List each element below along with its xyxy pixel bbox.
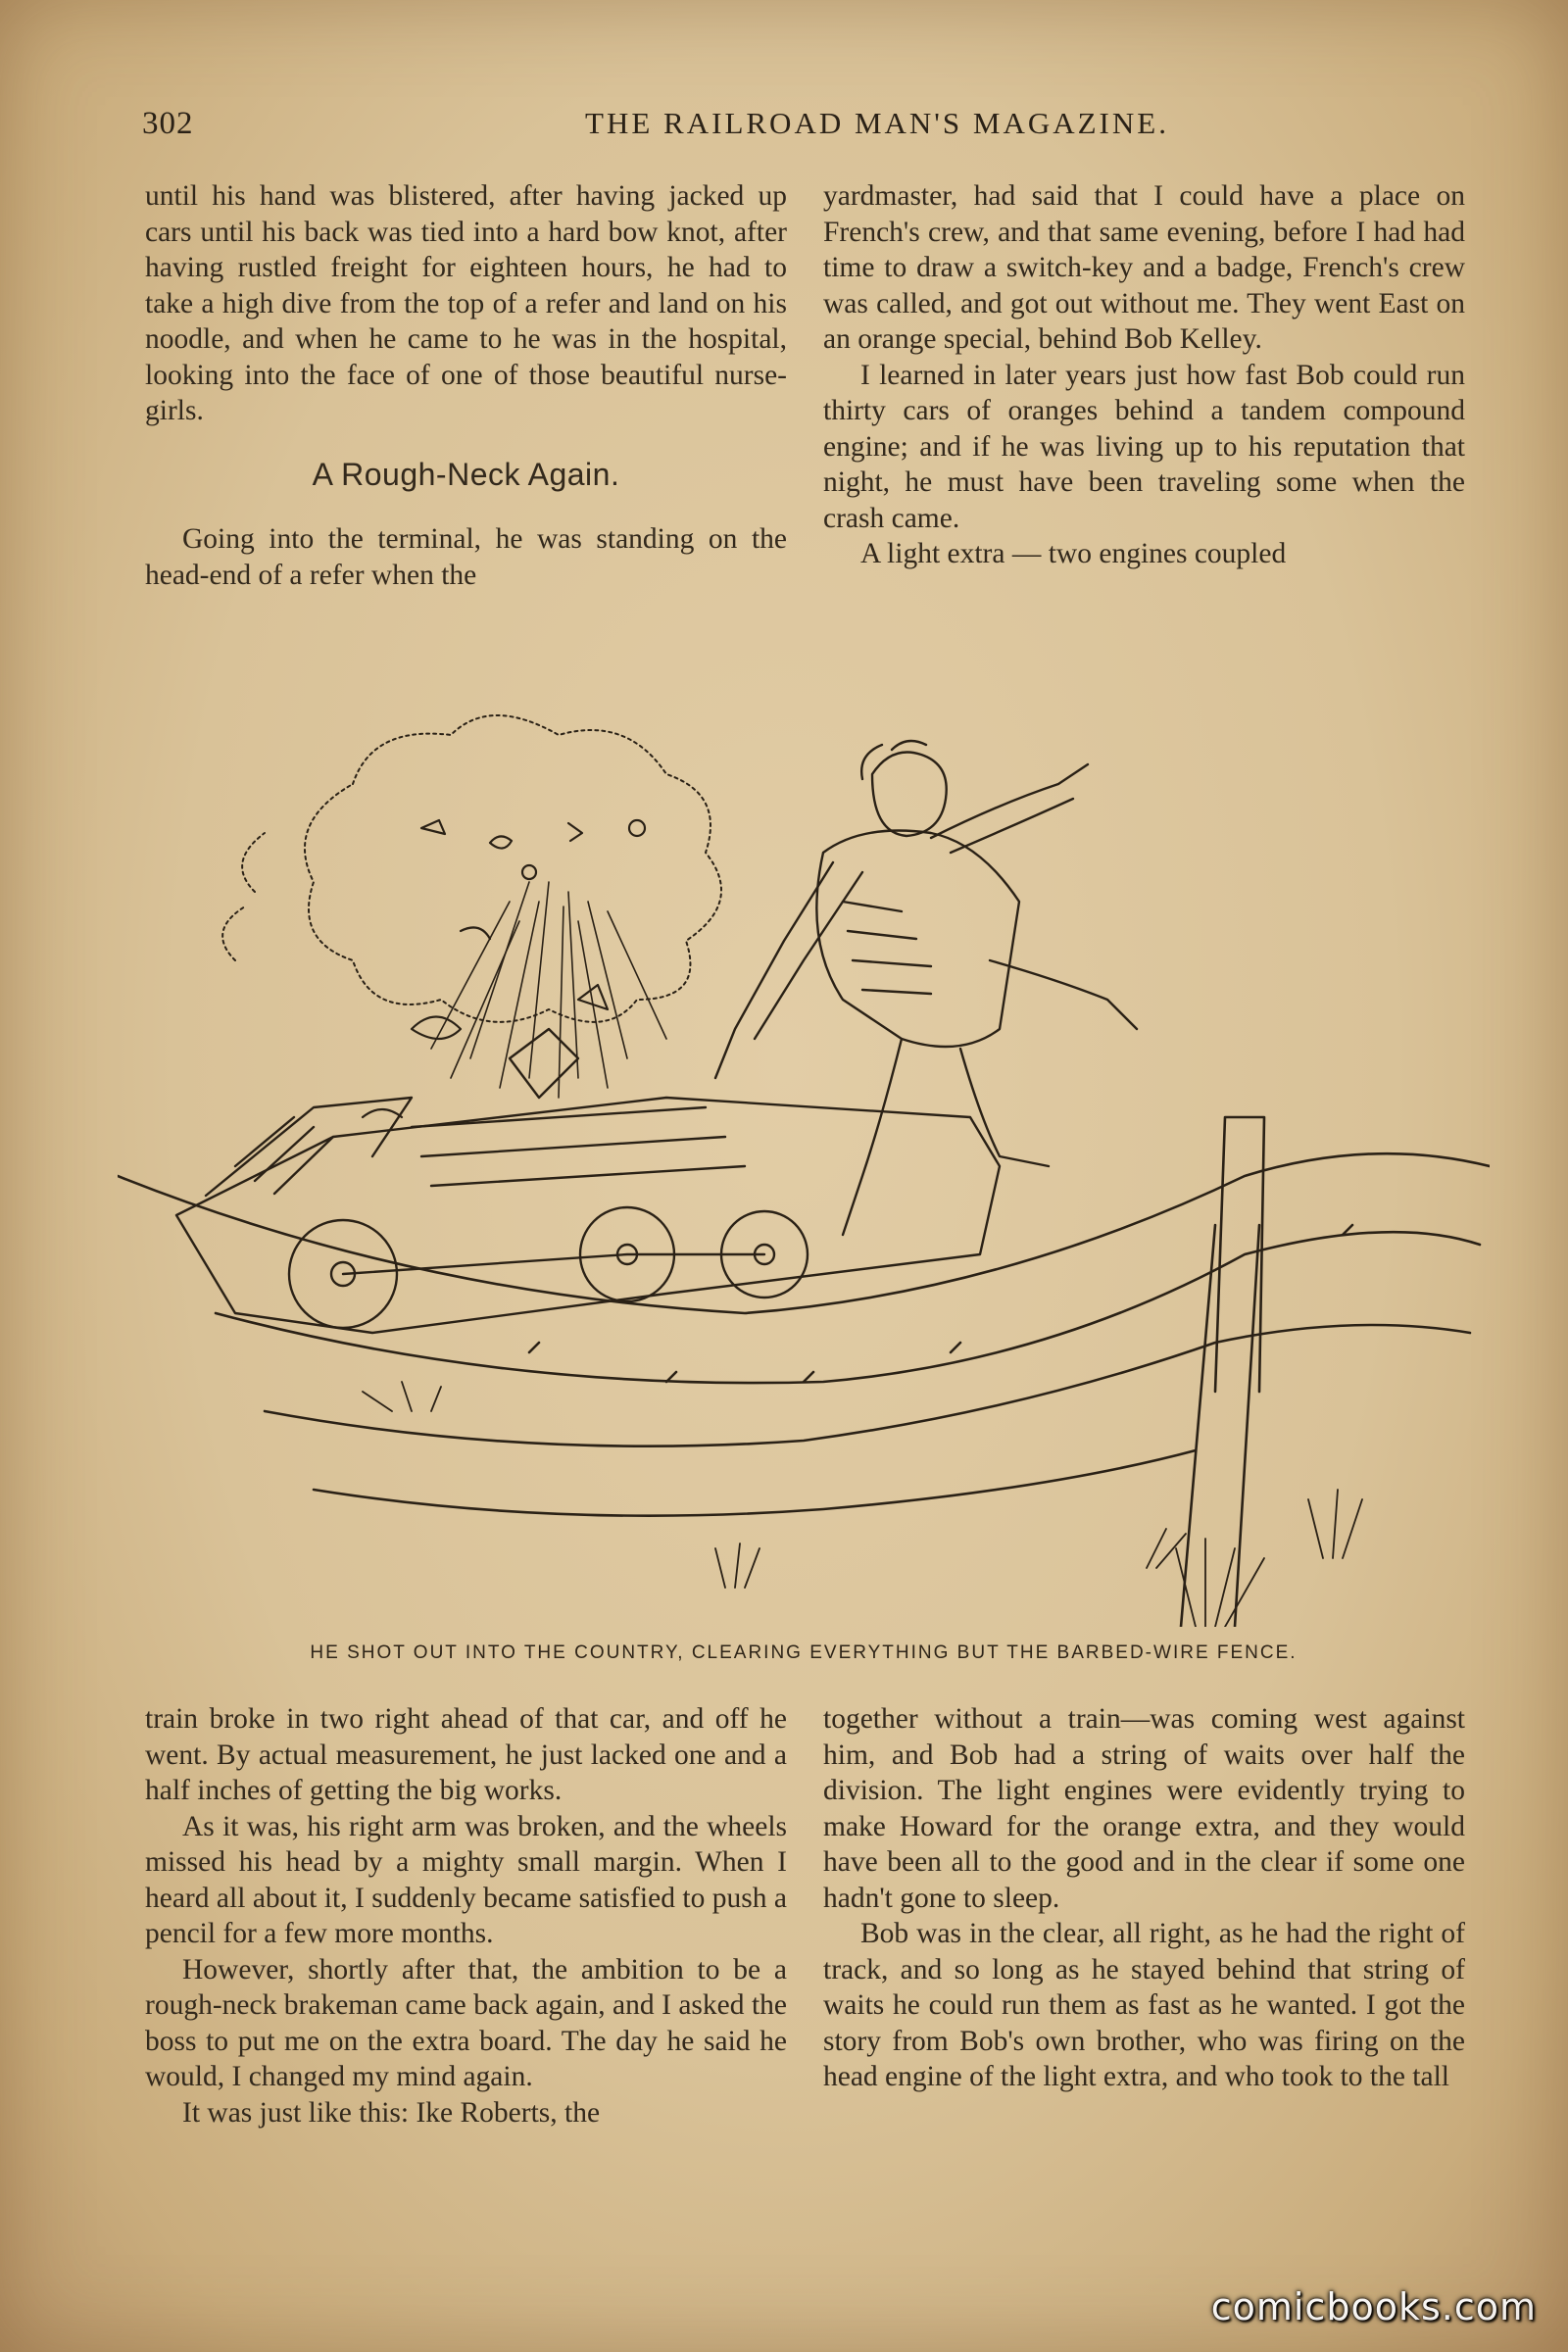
column-bottom-right	[823, 1701, 1465, 2095]
column-top-left	[145, 178, 787, 593]
paragraph: Going into the terminal, he was standing on the head-end of a refer when the	[145, 523, 787, 591]
grass-tufts	[363, 1382, 1362, 1627]
paragraph: together without a train—was coming west against him, and Bob had a string of waits over half the division. The light engines were evidently trying to make Howard for the orange extra, and they would have been all to the good and in the clear if some one hadn't gone to sleep.	[823, 1703, 1465, 1914]
paragraph: A light extra — two engines coupled	[860, 538, 1287, 569]
running-title: THE RAILROAD MAN'S MAGAZINE.	[585, 106, 1169, 140]
smoke-cloud	[222, 715, 721, 1022]
illustration-caption: HE SHOT OUT INTO THE COUNTRY, CLEARING EVERYTHING BUT THE BARBED-WIRE FENCE.	[310, 1642, 1298, 1663]
paragraph: yardmaster, had said that I could have a place on French's crew, and that same evening, before I had had time to draw a switch-key and a badge, French's crew was called, and got out without me. They went East on an orange special, behind Bob Kelley.	[823, 180, 1465, 355]
watermark: comicbooks.com	[1210, 2285, 1537, 2328]
section-subheading: A Rough-Neck Again.	[312, 456, 620, 492]
page-number: 302	[142, 106, 194, 141]
column-top-right	[823, 178, 1465, 572]
paragraph: I learned in later years just how fast Bob could run thirty cars of oranges behind a tandem compound engine; and if he was living up to his reputation that night, he must have been traveling some when the crash came.	[823, 359, 1465, 534]
page-header	[142, 106, 1460, 149]
paragraph: It was just like this: Ike Roberts, the	[182, 2096, 601, 2129]
man-flying-figure	[715, 741, 1137, 1235]
barbed-wire-fence	[118, 1117, 1490, 1627]
wrecked-locomotive	[176, 1029, 1000, 1333]
column-bottom-left	[145, 1701, 787, 2131]
train-wreck-illustration	[118, 706, 1490, 1627]
paragraph: Bob was in the clear, all right, as he had the right of track, and so long as he stayed behind that string of waits he could run them as fast as he wanted. I got the story from Bob's own brother, who was firing on the head engine of the light extra, and who took to the tall	[823, 1918, 1465, 2092]
paragraph: As it was, his right arm was broken, and the wheels missed his head by a mighty small margin. When I heard all about it, I suddenly became satisfied to push a pencil for a few more months.	[145, 1810, 787, 1949]
explosion-lines	[431, 882, 666, 1098]
paragraph: train broke in two right ahead of that car, and off he went. By actual measurement, he just lacked one and a half inches of getting the big works.	[145, 1703, 787, 1806]
paragraph: However, shortly after that, the ambition to be a rough-neck brakeman came back again, and I asked the boss to put me on the extra board. The day he said he would, I changed my mind again.	[145, 1953, 787, 2092]
paragraph: until his hand was blistered, after having jacked up cars until his back was tied into a hard bow knot, after having rustled freight for eighteen hours, he had to take a high dive from the top of a refer and land on his noodle, and when he came to he was in the hospital, looking into the face of one of those beautiful nurse-girls.	[145, 180, 787, 426]
